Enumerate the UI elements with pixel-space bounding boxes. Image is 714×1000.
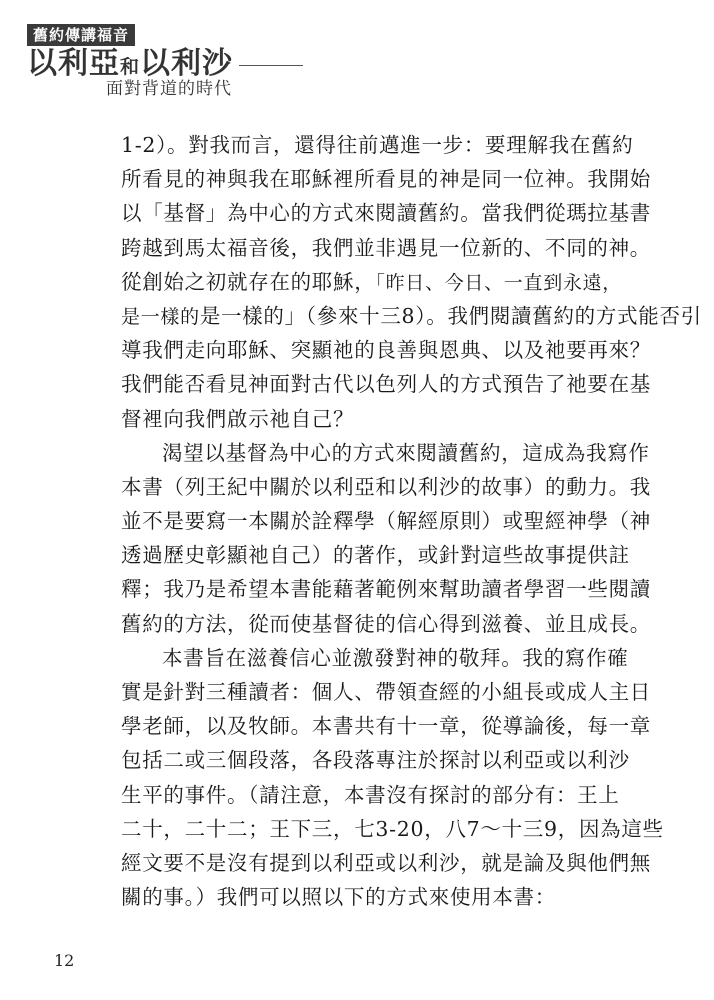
- text-line: 跨越到馬太福音後，我們並非遇見一位新的、不同的神。: [121, 235, 651, 260]
- book-subtitle: 面對背道的時代: [106, 79, 232, 99]
- text-line: 以「基督」為中心的方式來閱讀舊約。當我們從瑪拉基書: [121, 201, 651, 226]
- scripture-quote: 是一樣的: [121, 305, 200, 328]
- text-line: 包括二或三個段落，各段落專注於探討以利亞或以利沙: [121, 748, 630, 773]
- text-line: [121, 299, 702, 333]
- text-line: 關的事。）我們可以照以下的方式來使用本書：: [121, 885, 556, 910]
- text-line: 1-2）。對我而言，還得往前邁進一步：要理解我在舊約: [121, 133, 634, 157]
- title-dash: [239, 65, 303, 66]
- text-line: 二十，二十二；王下三，七3-20，八7～十三9，因為這些: [121, 816, 664, 841]
- page-number: 12: [54, 951, 75, 970]
- text-line: 導我們走向耶穌、突顯祂的良善與恩典、以及祂要再來？: [121, 338, 651, 363]
- text-line: 實是針對三種讀者：個人、帶領查經的小組長或成人主日: [121, 680, 651, 704]
- title-and: 和: [120, 56, 141, 78]
- text-line: 所看見的神與我在耶穌裡所看見的神是同一位神。我開始: [121, 167, 651, 192]
- text-line: 我們能否看見神面對古代以色列人的方式預告了祂要在基: [121, 372, 651, 397]
- text-line: 督裡向我們啟示祂自己？: [121, 406, 355, 431]
- paragraph-start-line: 渴望以基督為中心的方式來閱讀舊約，這成為我寫作: [162, 440, 650, 465]
- series-tag: 舊約傳講福音: [27, 24, 135, 46]
- scripture-quote: 「昨日、今日、一直到永遠，: [375, 271, 623, 294]
- text-line: 本書（列王紀中關於以利亞和以利沙的故事）的動力。我: [121, 474, 651, 499]
- text-line: 透過歷史彰顯祂自己）的著作，或針對這些故事提供註: [121, 543, 630, 568]
- text-line: 生平的事件。（請注意，本書沒有探討的部分有：王上: [121, 782, 620, 807]
- title-elisha: 以利沙: [140, 46, 234, 81]
- text-line: 並不是要寫一本關於詮釋學（解經原則）或聖經神學（神: [121, 509, 651, 534]
- text-line: 學老師，以及牧師。本書共有十一章，從導論後，每一章: [121, 714, 651, 739]
- body-text: [121, 128, 702, 914]
- title-elijah: 以利亞: [27, 46, 120, 81]
- paragraph-start-line: 本書旨在滋養信心並激發對神的敬拜。我的寫作確: [162, 645, 629, 670]
- text-line: 經文要不是沒有提到以利亞或以利沙，就是論及與他們無: [121, 850, 651, 875]
- text-segment: 從創始之初就存在的耶穌，: [121, 269, 376, 294]
- text-line: 舊約的方法，從而使基督徒的信心得到滋養、並且成長。: [121, 611, 651, 636]
- text-line: 釋；我乃是希望本書能藉著範例來幫助讀者學習一些閱讀: [121, 577, 651, 602]
- text-line: [121, 265, 623, 299]
- text-segment: 是一樣的」（參來十三8）。我們閱讀舊約的方式能否引: [199, 303, 702, 328]
